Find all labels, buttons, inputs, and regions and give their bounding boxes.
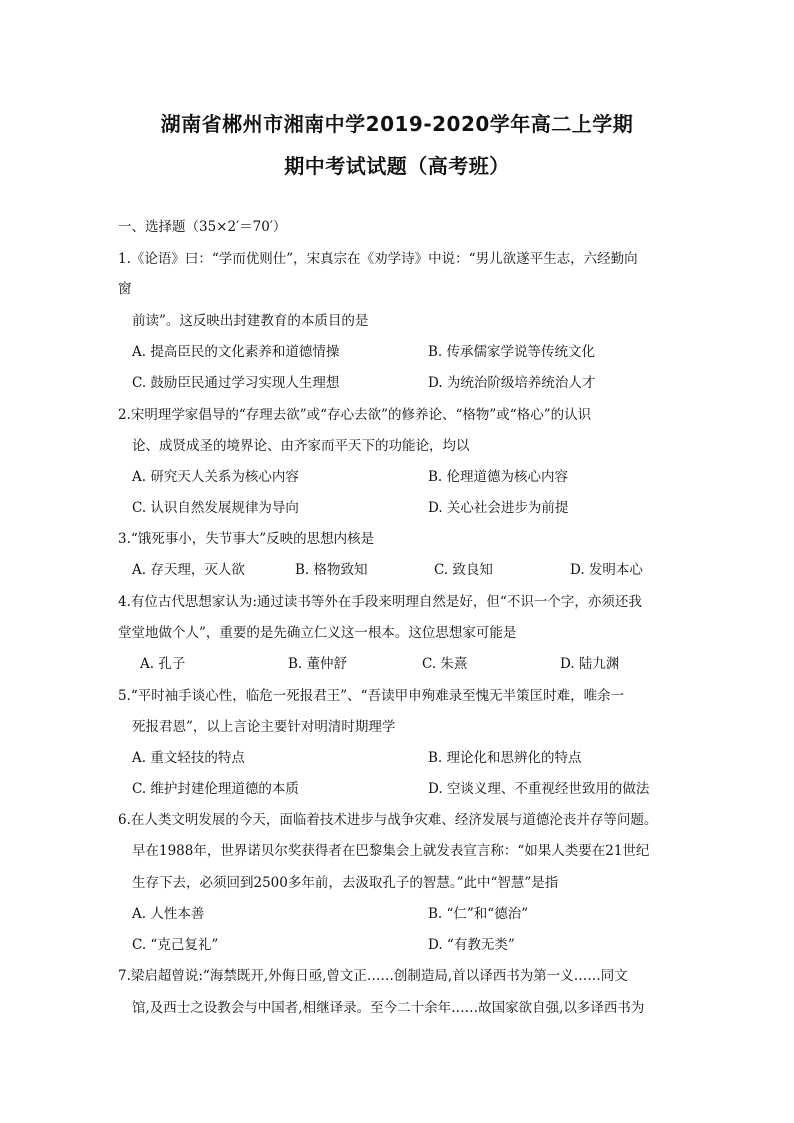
question-2-option-d: D. 关心社会进步为前提: [428, 500, 569, 516]
question-3-option-a: A. 存天理，灭人欲: [132, 562, 245, 578]
question-6-option-b: B. “仁”和“德治”: [428, 906, 529, 922]
question-1-stem-line3: 前读”。这反映出封建教育的本质目的是: [132, 313, 369, 329]
document-title-line1: 湖南省郴州市湘南中学2019-2020学年高二上学期: [160, 112, 634, 136]
question-2-stem-line1: 2.宋明理学家倡导的“存理去欲”或“存心去欲”的修养论、“格物”或“格心”的认识: [118, 407, 592, 423]
question-3-option-d: D. 发明本心: [570, 562, 643, 578]
question-2-stem-line2: 论、成贤成圣的境界论、由齐家而平天下的功能论，均以: [132, 438, 470, 454]
question-6-option-a: A. 人性本善: [132, 906, 205, 922]
question-6-stem-line2: 早在1988年，世界诺贝尔奖获得者在巴黎集会上就发表宣言称：“如果人类要在21世纪: [132, 843, 650, 859]
question-7-stem-line1: 7.梁启超曾说:“海禁既开,外侮日亟,曾文正……创制造局,首以译西书为第一义……同文: [118, 968, 628, 984]
question-4-option-b: B. 董仲舒: [288, 656, 348, 672]
question-5-stem-line2: 死报君恩”，以上言论主要针对明清时期理学: [132, 719, 396, 735]
question-6-stem-line1: 6.在人类文明发展的今天，面临着技术进步与战争灾难、经济发展与道德沦丧并存等问题。: [118, 812, 658, 828]
question-5-option-b: B. 理论化和思辨化的特点: [428, 750, 582, 766]
question-4-option-c: C. 朱熹: [422, 656, 468, 672]
question-5-stem-line1: 5.“平时袖手谈心性，临危一死报君王”、“吾读甲申殉难录至愧无半策匡时难，唯余一: [118, 688, 625, 704]
question-6-option-d: D. “有教无类”: [428, 937, 515, 953]
document-title-line2: 期中考试试题（高考班）: [284, 154, 510, 178]
section-heading: 一、选择题（35×2′＝70′）: [118, 219, 287, 235]
question-5-option-d: D. 空谈义理、不重视经世致用的做法: [428, 781, 650, 797]
question-4-option-a: A. 孔子: [140, 656, 186, 672]
question-3-stem: 3.“饿死事小，失节事大”反映的思想内核是: [118, 531, 375, 547]
question-2-option-b: B. 伦理道德为核心内容: [428, 469, 569, 485]
question-1-stem-line2: 窗: [118, 281, 132, 297]
question-1-option-b: B. 传承儒家学说等传统文化: [428, 344, 596, 360]
question-5-option-c: C. 维护封建伦理道德的本质: [132, 781, 299, 797]
question-1-option-a: A. 提高臣民的文化素养和道德情操: [132, 344, 340, 360]
question-1-option-c: C. 鼓励臣民通过学习实现人生理想: [132, 375, 340, 391]
question-5-option-a: A. 重文轻技的特点: [132, 750, 245, 766]
question-4-stem-line2: 堂堂地做个人”，重要的是先确立仁义这一根本。这位思想家可能是: [118, 625, 517, 641]
question-7-stem-line2: 馆,及西士之设教会与中国者,相继译录。至今二十余年……故国家欲自强,以多译西书为: [132, 1000, 645, 1016]
question-3-option-c: C. 致良知: [434, 562, 493, 578]
question-4-option-d: D. 陆九渊: [560, 656, 620, 672]
question-6-stem-line3: 生存下去，必须回到2500多年前，去汲取孔子的智慧。”此中“智慧”是指: [132, 875, 559, 891]
question-2-option-c: C. 认识自然发展规律为导向: [132, 500, 299, 516]
question-1-stem-line1: 1.《论语》曰：“学而优则仕”，宋真宗在《劝学诗》中说：“男儿欲遂平生志，六经勤向: [118, 251, 638, 267]
question-6-option-c: C. “克己复礼”: [132, 937, 219, 953]
question-1-option-d: D. 为统治阶级培养统治人才: [428, 375, 596, 391]
question-2-option-a: A. 研究天人关系为核心内容: [132, 469, 299, 485]
question-4-stem-line1: 4.有位古代思想家认为:通过读书等外在手段来明理自然是好，但“不识一个字，亦须还我: [118, 594, 642, 610]
question-3-option-b: B. 格物致知: [295, 562, 368, 578]
